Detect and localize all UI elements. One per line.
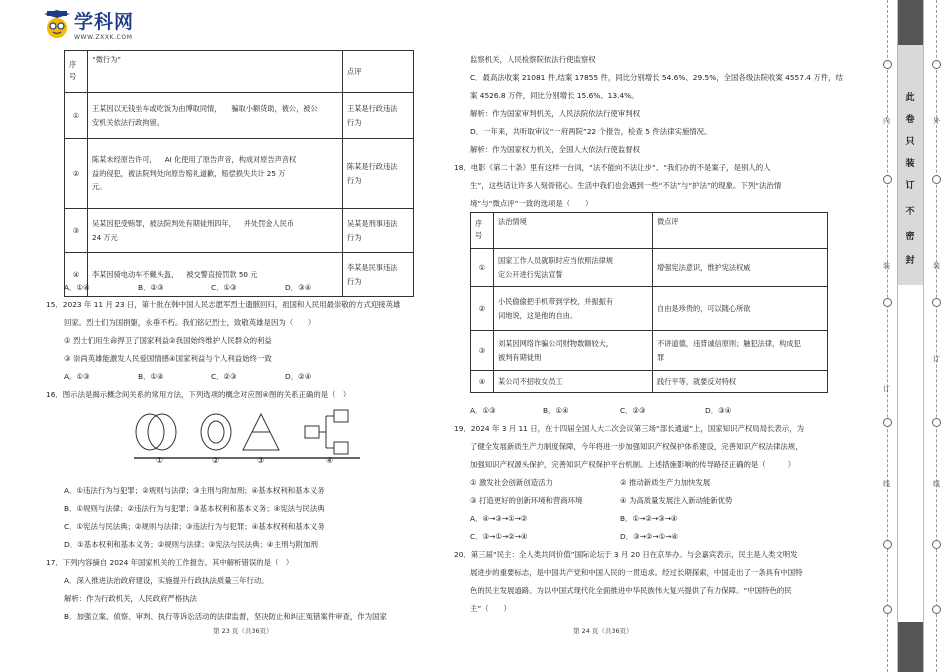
binding-hole-icon [932,418,941,427]
q19-statement-2: ② 推动新质生产力加快发展 [620,478,711,487]
q18-stem-2: 生”，这些话让许多人刻骨铭心。生活中我们也会遇到一些“不法”与“护法”的现象。下列“法治情 [470,181,782,190]
inner-label-3: 订 [883,385,890,393]
page-number-right: 第 24 页（共36页） [573,627,633,635]
q14-option-b: B．②③ [138,283,164,292]
binding-hole-icon [883,60,892,69]
nested-circles-icon [201,414,231,450]
binding-notice-1: 此 [905,93,915,103]
inner-label-2: 装 [883,262,890,270]
binding-hole-icon [932,175,941,184]
table-header: 点评 [343,51,414,93]
binding-hole-icon [883,418,892,427]
logo-url: WWW.ZXXK.COM [74,34,133,41]
table-row: ④ 某公司不招收女员工 践行平等，就要反对特权 [471,371,828,393]
outer-label-4: 线 [933,480,940,488]
q14-option-a: A．①④ [64,283,90,292]
q16-label-2: ② [212,456,220,465]
table-header-row [65,51,414,93]
q17-option-c-2: 案 4526.8 万件，同比分别增长 15.6%、13.4%。 [470,91,639,100]
tree-bracket-icon [305,410,348,454]
q17-option-d: D．一年来，共听取审议“一府两院”22 个报告，检查 5 件法律实施情况。 [470,127,712,136]
inner-label-1: 内 [883,117,890,125]
binding-hole-icon [932,298,941,307]
q18-option-d: D．③④ [705,406,732,415]
binding-notice-8: 封 [905,256,915,266]
q19-statement-3: ③ 打造更好的创新环境和营商环境 [470,496,583,505]
q17-option-d-analysis: 解析：作为国家权力机关，全国人大依法行使监督权 [470,145,640,154]
inner-label-4: 线 [883,480,890,488]
table-row: ④ 李某因骑电动车不戴头盔， 被交警直接罚款 50 元 李某是民事违法 行为 [65,253,414,297]
binding-hole-icon [883,605,892,614]
q15-option-c: C．②③ [211,372,237,381]
inner-cut-line [887,0,888,672]
q15-statement-1: ① 烈士们用生命捍卫了国家利益②我国始终维护人民群众的利益 [64,336,272,345]
q16-option-b: B．①规则与法律；②违法行为与犯罪；③基本权利和基本义务；④宪法与民法典 [64,504,325,513]
q19-option-a: A．④→③→①→② [470,514,528,523]
q19-statement-1: ① 激发社会创新创造活力 [470,478,553,487]
q17-option-b-cont: 监察机关，人民检察院依法行使监察权 [470,55,596,64]
q18-stem-3: 境”与“微点评”一致的选项是（ ） [470,199,593,208]
table-row: ③ 吴某因犯受贿罪，被法院判处有期徒刑四年， 并处罚金人民币 24 万元 吴某是刑事违法 行为 [65,209,414,253]
q19-stem: 19．2024 年 3 月 11 日，在十四届全国人大二次会议第三场“部长通道”上，国家知识产权局局长表示，为 [454,424,804,433]
table-row: ① 国家工作人员就职时应当依照法律规 定公开进行宪法宣誓 增强宪法意识，维护宪法权威 [471,249,828,287]
q16-stem: 16．图示法是揭示概念间关系的常用方法，下列选项的概念对应图④图的关系正确的是（ ） [46,390,351,399]
q16-option-c: C．①宪法与民法典；②规则与法律；③违法行为与犯罪；④基本权利和基本义务 [64,522,325,531]
q16-label-1: ① [156,456,164,465]
q19-option-b: B．①→②→③→④ [620,514,678,523]
binding-hole-icon [932,605,941,614]
binding-notice-5: 订 [905,181,915,191]
q17-option-a: A．深入推进法治政府建设，实施提升行政执法质量三年行动。 [64,576,269,585]
table-header: 序号 [65,51,88,93]
outer-cut-line [936,0,937,672]
binding-notice-3: 只 [905,137,915,147]
q16-label-4: ④ [326,456,334,465]
q18-option-b: B．①④ [543,406,569,415]
triangle-icon [243,414,279,450]
q17-option-b: B．加强立案、侦察、审判、执行等诉讼活动的法律监督，坚决防止和纠正冤错案件审查，作为国家 [64,612,387,621]
q15-option-d: D．②④ [285,372,312,381]
binding-hole-icon [883,298,892,307]
logo-mascot-icon [44,10,70,38]
binding-notice-2: 卷 [905,115,915,125]
logo-text: 学科网 [74,12,135,33]
binding-hole-icon [883,540,892,549]
q19-stem-2: 了健全发展新质生产力制度保障，今年将进一步加强知识产权保护体系建设，完善知识产权法律法规， [470,442,803,451]
outer-label-1: 外 [933,117,940,125]
table-row: ① 王某因以无钱坐车或吃饭为由博取同情， 骗取小额货助，被公，被公 安机关依法行政拘留。 王某是行政违法 行为 [65,93,414,139]
q18-option-a: A．①③ [470,406,496,415]
q16-option-a: A．①违法行为与犯罪；②规则与法律；③主刑与附加刑；④基本权利和基本义务 [64,486,325,495]
binding-bar-bottom [897,622,923,672]
q17-option-c-analysis: 解析：作为国家审判机关，人民法院依法行使审判权 [470,109,640,118]
q20-stem-2: 展进步的重要标志，是中国共产党和中国人民的一贯追求。经过长期探索，中国走出了一条具有中国特 [470,568,803,577]
q15-option-a: A．①③ [64,372,90,381]
q20-stem-4: 主”（ ） [470,604,511,613]
q19-statement-4: ④ 为高质量发展注入新动能新优势 [620,496,733,505]
q16-option-d: D．①基本权利和基本义务；②规则与法律；③宪法与民法典；④主刑与附加刑 [64,540,318,549]
table-header: “微行为” [88,51,343,93]
binding-notice-7: 密 [905,232,915,242]
outer-label-2: 装 [933,262,940,270]
table-header-row: 序号 法治情境 微点评 [471,213,828,249]
q15-statement-2: ③ 崇尚英雄能激发人民爱国情感④国家利益与个人利益始终一致 [64,354,272,363]
q18-table [470,212,828,393]
q15-stem: 15．2023 年 11 月 23 日，第十批在韩中国人民志愿军烈士遗骸回归，祖国和人民用最崇敬的方式迎接英雄 [46,300,401,309]
binding-hole-icon [932,540,941,549]
q19-option-d: D．③→②→①→④ [620,532,679,541]
q16-label-3: ③ [257,456,265,465]
binding-hole-icon [932,60,941,69]
q14-option-d: D．③④ [285,283,312,292]
binding-notice-6: 不 [905,207,915,217]
binding-notice-4: 装 [905,159,915,169]
q19-option-c: C．③→①→②→④ [470,532,528,541]
binding-bar-top [897,0,923,45]
q17-option-a-analysis: 解析：作为行政机关，人民政府严格执法 [64,594,198,603]
q19-stem-3: 加强知识产权源头保护，完善知识产权保护平台机制。上述措施影响的传导路径正确的是（ ） [470,460,796,469]
logo [44,10,70,41]
table-row: ② 陈某未经原告许可， AI 化使用了原告声音，构成对原告声音权 益的侵犯，被法院判处向原告赔礼道歉，赔偿损失共计 25 万 元。 陈某是行政违法 行为 [65,139,414,209]
q15-option-b: B．①④ [138,372,164,381]
table-row: ② 小民偷偷把手机带到学校，并振振有 词地说，这是他的自由。 自由是珍贵的，可以随心所欲 [471,287,828,331]
outer-label-3: 订 [933,355,940,363]
page-number-left: 第 23 页（共36页） [213,627,273,635]
q18-stem: 18．电影《第二十条》里有这样一台词，“法不能向不法让步”、“我们办的不是案子，是别人的人 [454,163,771,172]
q17-stem: 17．下列内容摘自 2024 年国家机关的工作报告。其中解析错误的是（ ） [46,558,294,567]
venn-overlap-icon [136,414,176,450]
q14-option-c: C．①③ [211,283,237,292]
q18-option-c: C．②③ [620,406,646,415]
binding-hole-icon [883,175,892,184]
q15-stem-2: 回家。烈士们为国捐躯，永垂不朽。我们铭记烈士，致敬英雄是因为（ ） [64,318,316,327]
table-row: ③ 刘某因网络诈骗公司财物数额较大， 被判有期徒刑 不讲道德，违背诚信原则；触犯法律，构成犯 罪 [471,331,828,371]
q14-table [64,50,414,297]
q20-stem-3: 色的民主发展道路。为以中国式现代化全面推进中华民族伟大复兴提供了有力保障。“中国特色的民 [470,586,792,595]
q20-stem: 20．第三届“民主：全人类共同价值”国际论坛于 3 月 20 日在京举办。与会嘉宾表示，民主是人类文明发 [454,550,798,559]
q17-option-c: C．最高法收案 21081 件,结案 17855 件，同比分别增长 54.6%、29.5%，全国各级法院收案 4557.4 万件，结 [470,73,843,82]
